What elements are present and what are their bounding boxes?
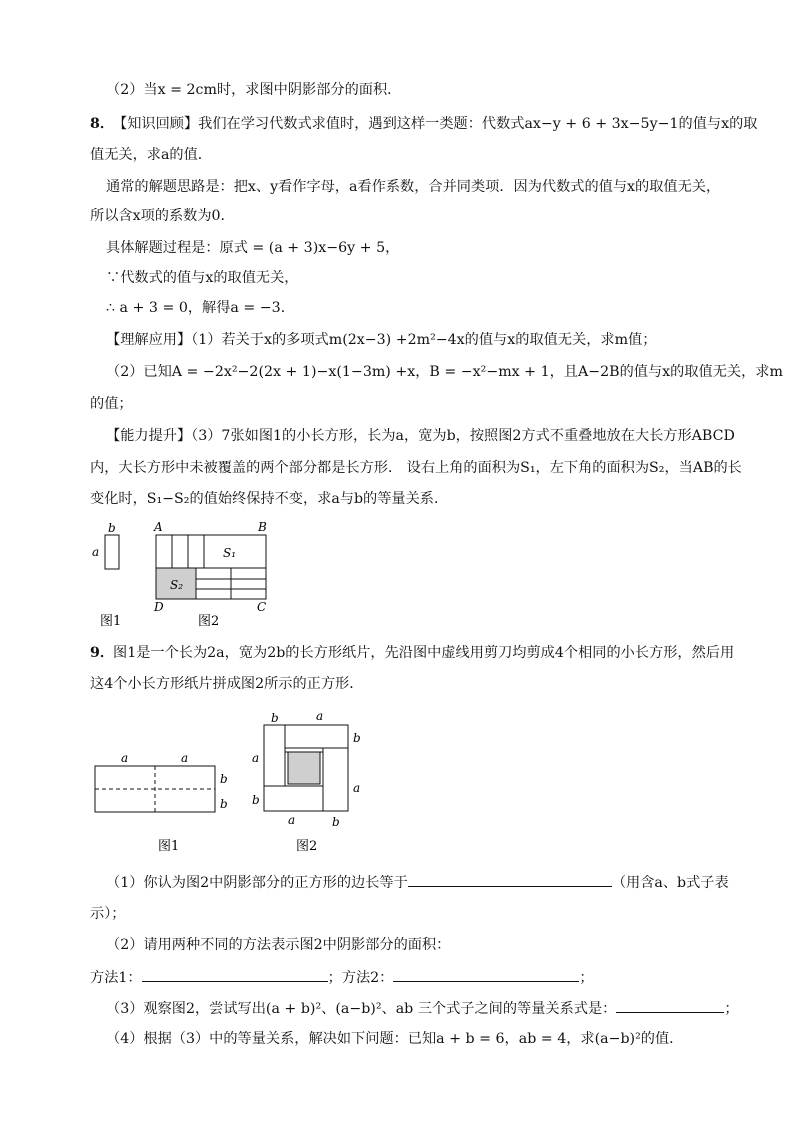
q8-figures	[90, 515, 290, 633]
q9-fig2-label-right-a: a	[353, 781, 361, 795]
q9-intro: 图1是一个长为2a，宽为2b的长方形纸片，先沿图中虚线用剪刀均剪成4个相同的小长方形，然后用	[113, 645, 735, 661]
q9-p4: （4）根据（3）中的等量关系，解决如下问题：已知a + b = 6，ab = 4，求(a−b)²的值．	[106, 1031, 684, 1047]
q8-because: ∵代数式的值与x的取值无关，	[106, 270, 299, 286]
q8-number: 8．	[90, 116, 115, 132]
q9-p1-answer-blank[interactable]	[408, 872, 612, 887]
q8-idea-cont: 所以含x项的系数为0．	[90, 208, 235, 224]
q9-p1-cont: 示）；	[90, 906, 126, 922]
q9-p3	[106, 998, 739, 1019]
q9-p1	[106, 872, 729, 893]
q9-fig1-label-a1: a	[121, 751, 129, 765]
q7-part2: （2）当x = 2cm时，求图中阴影部分的面积．	[106, 82, 402, 98]
q9-fig2-shaded-square	[288, 752, 320, 784]
q9-methods	[90, 967, 594, 988]
q8-fig2-label-S2: S₂	[170, 578, 184, 592]
q8-fig2-label-B: B	[258, 520, 267, 534]
q8-improve-cont2: 变化时，S₁−S₂的值始终保持不变，求a与b的等量关系．	[90, 491, 449, 507]
q9-intro-cont: 这4个小长方形纸片拼成图2所示的正方形．	[90, 676, 364, 692]
q8-apply2: （2）已知A = −2x²−2(2x + 1)−x(1−3m) +x，B = −x²−mx + 1，且A−2B的值与x的取值无关，求m	[106, 364, 783, 380]
q8-intro-cont: 值无关，求a的值．	[90, 147, 212, 163]
q9-p3-text: （3）观察图2，尝试写出(a + b)²、(a−b)²、ab 三个式子之间的等量关系式是：	[106, 1001, 617, 1017]
q8-improve-cont1: 内，大长方形中未被覆盖的两个部分都是长方形． 设右上角的面积为S₁，左下角的面积为S₂，当AB的长	[90, 460, 742, 476]
q9-fig2-label-left-b: b	[252, 793, 260, 807]
q9-fig2-label-top-a: a	[316, 709, 324, 723]
q9-fig1-label-b2: b	[220, 797, 228, 811]
q8-fig2-label-A: A	[154, 520, 163, 534]
q9-method1-blank[interactable]	[142, 967, 328, 982]
q9-method-end: ；	[579, 970, 594, 986]
q9-method1-label: 方法1：	[90, 970, 142, 986]
q9-p1-text: （1）你认为图2中阴影部分的正方形的边长等于	[106, 875, 408, 891]
q8-fig2-label-C: C	[257, 600, 267, 614]
q8-improve: 【能力提升】（3）7张如图1的小长方形，长为a，宽为b，按照图2方式不重叠地放在大长方形ABCD	[106, 428, 735, 444]
q9-fig2-label-bottom-b: b	[332, 815, 340, 829]
q9-number: 9．	[90, 645, 115, 661]
q9-fig2-label-left-a: a	[252, 751, 260, 765]
q9-fig2-label-top-b: b	[271, 711, 279, 725]
q9-p2: （2）请用两种不同的方法表示图2中阴影部分的面积：	[106, 937, 451, 953]
q8-fig1-caption: 图1	[100, 614, 122, 629]
q8-apply1: 【理解应用】（1）若关于x的多项式m(2x−3) +2m²−4x的值与x的取值无关，求m值；	[106, 332, 657, 348]
q9-fig2-label-right-b: b	[353, 731, 361, 745]
q8-intro: 【知识回顾】我们在学习代数式求值时，遇到这样一类题：代数式ax−y + 6 + 3x−5y−1的值与x的取	[113, 116, 758, 132]
q8-apply2-cont: 的值；	[90, 396, 133, 412]
q9-figures	[90, 700, 380, 860]
q8-therefore: ∴ a + 3 = 0，解得a = −3．	[106, 300, 295, 316]
q8-process: 具体解题过程是：原式 = (a + 3)x−6y + 5，	[106, 240, 400, 256]
q9-p1-tail: （用含a、b式子表	[611, 875, 729, 891]
q9-p3-answer-blank[interactable]	[616, 998, 724, 1013]
q9-method2-blank[interactable]	[393, 967, 579, 982]
q8-fig2-caption: 图2	[198, 614, 220, 629]
q9-fig1-caption: 图1	[158, 839, 180, 854]
q9-fig2-caption: 图2	[296, 839, 318, 854]
q8-fig1-label-b: b	[108, 521, 116, 535]
q9-p3-end: ；	[724, 1001, 739, 1017]
q8-idea: 通常的解题思路是：把x、y看作字母，a看作系数，合并同类项．因为代数式的值与x的取值无关，	[106, 179, 721, 195]
q9-fig1-label-b1: b	[220, 772, 228, 786]
q8-fig1-label-a: a	[92, 545, 100, 559]
q9-fig1-label-a2: a	[181, 751, 189, 765]
q8-fig2-label-S1: S₁	[223, 546, 237, 560]
q9-method2-label: ；方法2：	[327, 970, 394, 986]
q8-fig1-rect	[105, 535, 119, 569]
q9-fig2-label-bottom-a: a	[288, 813, 296, 827]
q8-fig2-label-D: D	[154, 600, 164, 614]
